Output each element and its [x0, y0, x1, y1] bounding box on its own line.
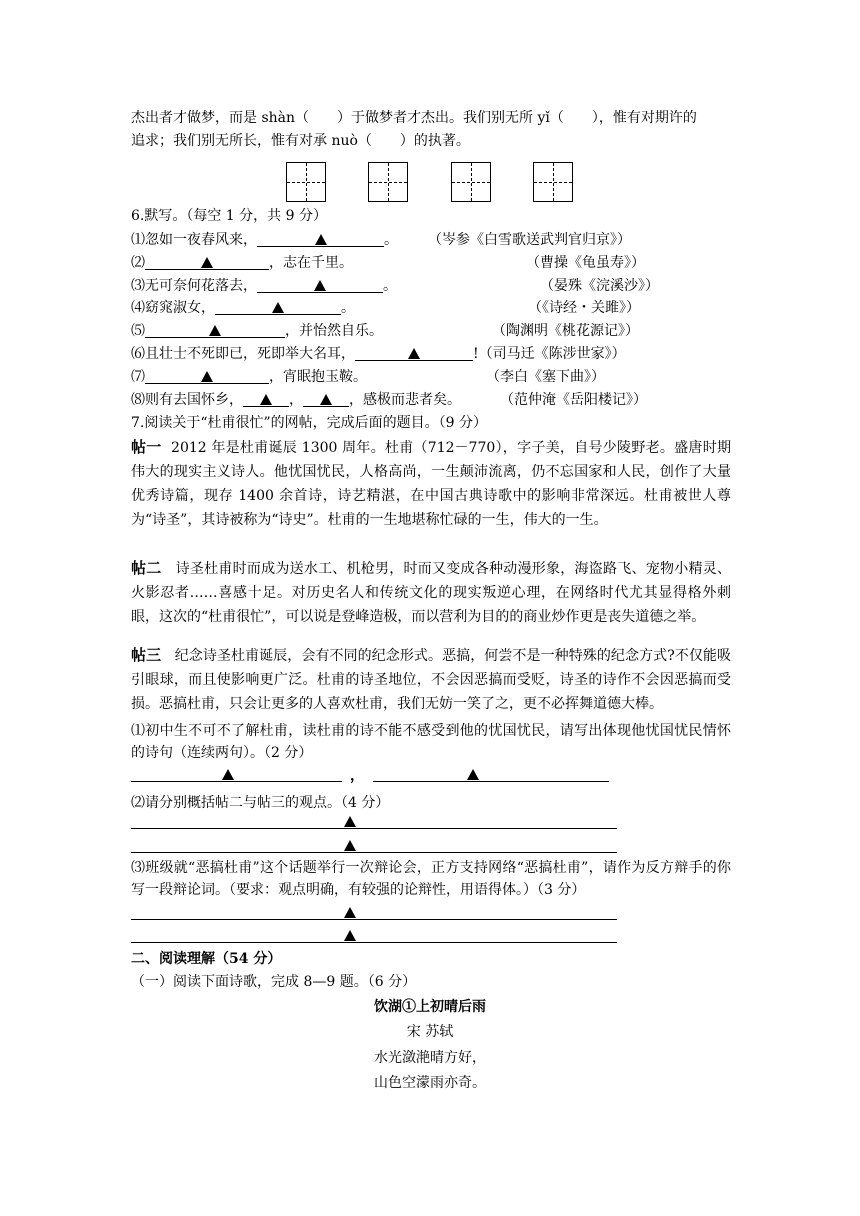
q6-item-7-post: ，宵眠抱玉鞍。 — [269, 369, 367, 385]
answer-line-1b[interactable] — [373, 781, 609, 782]
q6-item-4-source: （《诗经・关雎》） — [528, 300, 640, 316]
poem-author: 宋 苏轼 — [406, 1024, 454, 1040]
q6-item-4-post: 。 — [341, 300, 355, 316]
answer-line-2a[interactable] — [131, 828, 617, 829]
post-1 — [131, 435, 731, 532]
q6-item-2-post: ，志在千里。 — [269, 255, 353, 271]
post-1-text: 2012 年是杜甫诞辰 1300 周年。杜甫（712－770），字子美，自号少陵野老。盛唐时期伟大的现实主义诗人。他忧国忧民，人格高尚，一生颠沛流离，仍不忘国家和人民，创作了大量优秀诗篇，现存 1400 余首诗，诗艺精湛，在中国古典诗歌中的影响非常深远。杜甫被世人尊为“诗圣”，其诗被称为“诗史”。杜甫的一生地堪称忙碌的一生，伟大的一生。 — [131, 440, 731, 528]
post-3 — [131, 643, 731, 716]
sub1-comma: ， — [350, 768, 364, 784]
poem-line-2: 山色空濛雨亦奇。 — [374, 1075, 486, 1091]
q6-item-1-source: （岑参《白雪歌送武判官归京》） — [428, 232, 631, 248]
intro-line-2: 追求；我们别无所长，惟有对承 nuò（ ）的执著。 — [131, 133, 470, 149]
triangle-icon — [467, 769, 479, 780]
answer-line-3a[interactable] — [131, 919, 617, 920]
triangle-icon — [344, 840, 356, 851]
q6-item-3-source: （晏殊《浣溪沙》） — [540, 278, 659, 294]
q7-sub-1: ⑴初中生不可不了解杜甫，读杜甫的诗不能不感受到他的忧国忧民，请写出体现他忧国忧民情怀的诗句（连续两句）。（2 分） — [131, 723, 731, 761]
q6-item-8-post: ，感极而悲者矣。 — [349, 392, 461, 408]
answer-line-3b[interactable] — [131, 942, 617, 943]
triangle-icon — [315, 234, 327, 245]
q6-item-1 — [131, 230, 398, 250]
answer-blank[interactable] — [257, 230, 384, 247]
q6-item-2 — [131, 253, 353, 273]
writing-box-1[interactable] — [286, 162, 326, 202]
q7-sub-3: ⑶班级就“恶搞杜甫”这个话题举行一次辩论会，正方支持网络“恶搞杜甫”，请作为反方辩手的你写一段辩论词。（要求：观点明确，有较强的论辩性，用语得体。）（3 分） — [131, 860, 731, 898]
post-2 — [131, 556, 731, 629]
post-2-text: 诗圣杜甫时而成为送水工、机枪男，时而又变成各种动漫形象，海盗路飞、宠物小精灵、火影忍者……喜感十足。对历史名人和传统文化的现实叛逆心理，在网络时代尤其显得格外刺眼，这次的“杜甫很忙”，可以说是登峰造极，而以营利为目的的商业炒作更是丧失道德之举。 — [131, 561, 731, 625]
poem-title: 饮湖①上初晴后雨 — [374, 999, 486, 1015]
q6-item-7 — [131, 367, 367, 387]
q6-item-2-source: （曹操《龟虽寿》） — [526, 255, 645, 271]
answer-blank[interactable] — [215, 298, 341, 315]
triangle-icon — [408, 348, 420, 359]
triangle-icon — [272, 302, 284, 313]
answer-blank[interactable] — [303, 390, 349, 407]
q6-item-1-pre: ⑴忽如一夜春风来， — [131, 232, 257, 248]
triangle-icon — [344, 816, 356, 827]
q6-item-3-post: 。 — [383, 278, 397, 294]
q7-sub-2: ⑵请分别概括帖二与帖三的观点。（4 分） — [131, 795, 390, 811]
writing-box-4[interactable] — [533, 162, 573, 202]
q6-heading: 6.默写。（每空 1 分，共 9 分） — [131, 208, 327, 224]
answer-blank[interactable] — [145, 253, 269, 270]
answer-blank[interactable] — [257, 276, 383, 293]
q6-item-5-pre: ⑸ — [131, 323, 145, 339]
post-2-tag: 帖二 — [131, 559, 162, 577]
section-2-heading: 二、阅读理解（54 分） — [131, 951, 282, 967]
q6-item-8 — [131, 390, 461, 410]
writing-box-2[interactable] — [368, 162, 408, 202]
answer-blank[interactable] — [145, 367, 269, 384]
q6-item-5-post: ，并怡然自乐。 — [285, 323, 383, 339]
triangle-icon — [314, 280, 326, 291]
q6-item-6 — [131, 344, 626, 364]
triangle-icon — [201, 371, 213, 382]
intro-line-1: 杰出者才做梦，而是 shàn（ ）于做梦者才杰出。我们别无所 yǐ（ ），惟有对期许的 — [131, 110, 697, 126]
triangle-icon — [320, 394, 332, 405]
post-3-text: 纪念诗圣杜甫诞辰，会有不同的纪念形式。恶搞，何尝不是一种特殊的纪念方式?不仅能吸引眼球，而且使影响更广泛。杜甫的诗圣地位，不会因恶搞而受贬，诗圣的诗作不会因恶搞而受损。恶搞杜甫，只会让更多的人喜欢杜甫，我们无妨一笑了之，更不必挥舞道德大棒。 — [131, 648, 731, 712]
q6-item-7-source: （李白《塞下曲》） — [486, 369, 605, 385]
answer-blank[interactable] — [243, 390, 289, 407]
q6-item-6-pre: ⑹且壮士不死即已，死即举大名耳， — [131, 346, 355, 362]
q6-item-1-post: 。 — [384, 232, 398, 248]
post-1-tag: 帖一 — [131, 438, 162, 456]
q6-item-4-pre: ⑷窈窕淑女， — [131, 300, 215, 316]
triangle-icon — [222, 769, 234, 780]
section-2-subheading: （一）阅读下面诗歌，完成 8—9 题。（6 分） — [131, 974, 417, 990]
q6-item-3 — [131, 276, 397, 296]
q6-item-3-pre: ⑶无可奈何花落去， — [131, 278, 257, 294]
q6-item-6-post: !（司马迁《陈涉世家》） — [473, 346, 626, 362]
triangle-icon — [260, 394, 272, 405]
writing-box-3[interactable] — [451, 162, 491, 202]
answer-line-2b[interactable] — [131, 852, 617, 853]
q6-item-2-pre: ⑵ — [131, 255, 145, 271]
triangle-icon — [344, 907, 356, 918]
triangle-icon — [201, 257, 213, 268]
q6-item-5-source: （陶渊明《桃花源记》） — [492, 323, 639, 339]
q6-item-5 — [131, 321, 383, 341]
q6-item-4 — [131, 298, 355, 318]
post-3-tag: 帖三 — [131, 646, 162, 664]
q6-item-7-pre: ⑺ — [131, 369, 145, 385]
q6-item-8-pre: ⑻则有去国怀乡， — [131, 392, 243, 408]
answer-line-1a[interactable] — [131, 781, 342, 782]
answer-blank[interactable] — [145, 321, 285, 338]
q7-heading: 7.阅读关于“杜甫很忙”的网帖，完成后面的题目。（9 分） — [131, 415, 488, 431]
q6-item-8-source: （范仲淹《岳阳楼记》） — [500, 392, 647, 408]
q6-item-8-mid: ， — [289, 392, 303, 408]
triangle-icon — [209, 325, 221, 336]
triangle-icon — [344, 930, 356, 941]
answer-blank[interactable] — [355, 344, 473, 361]
poem-line-1: 水光潋滟晴方好， — [374, 1050, 486, 1066]
